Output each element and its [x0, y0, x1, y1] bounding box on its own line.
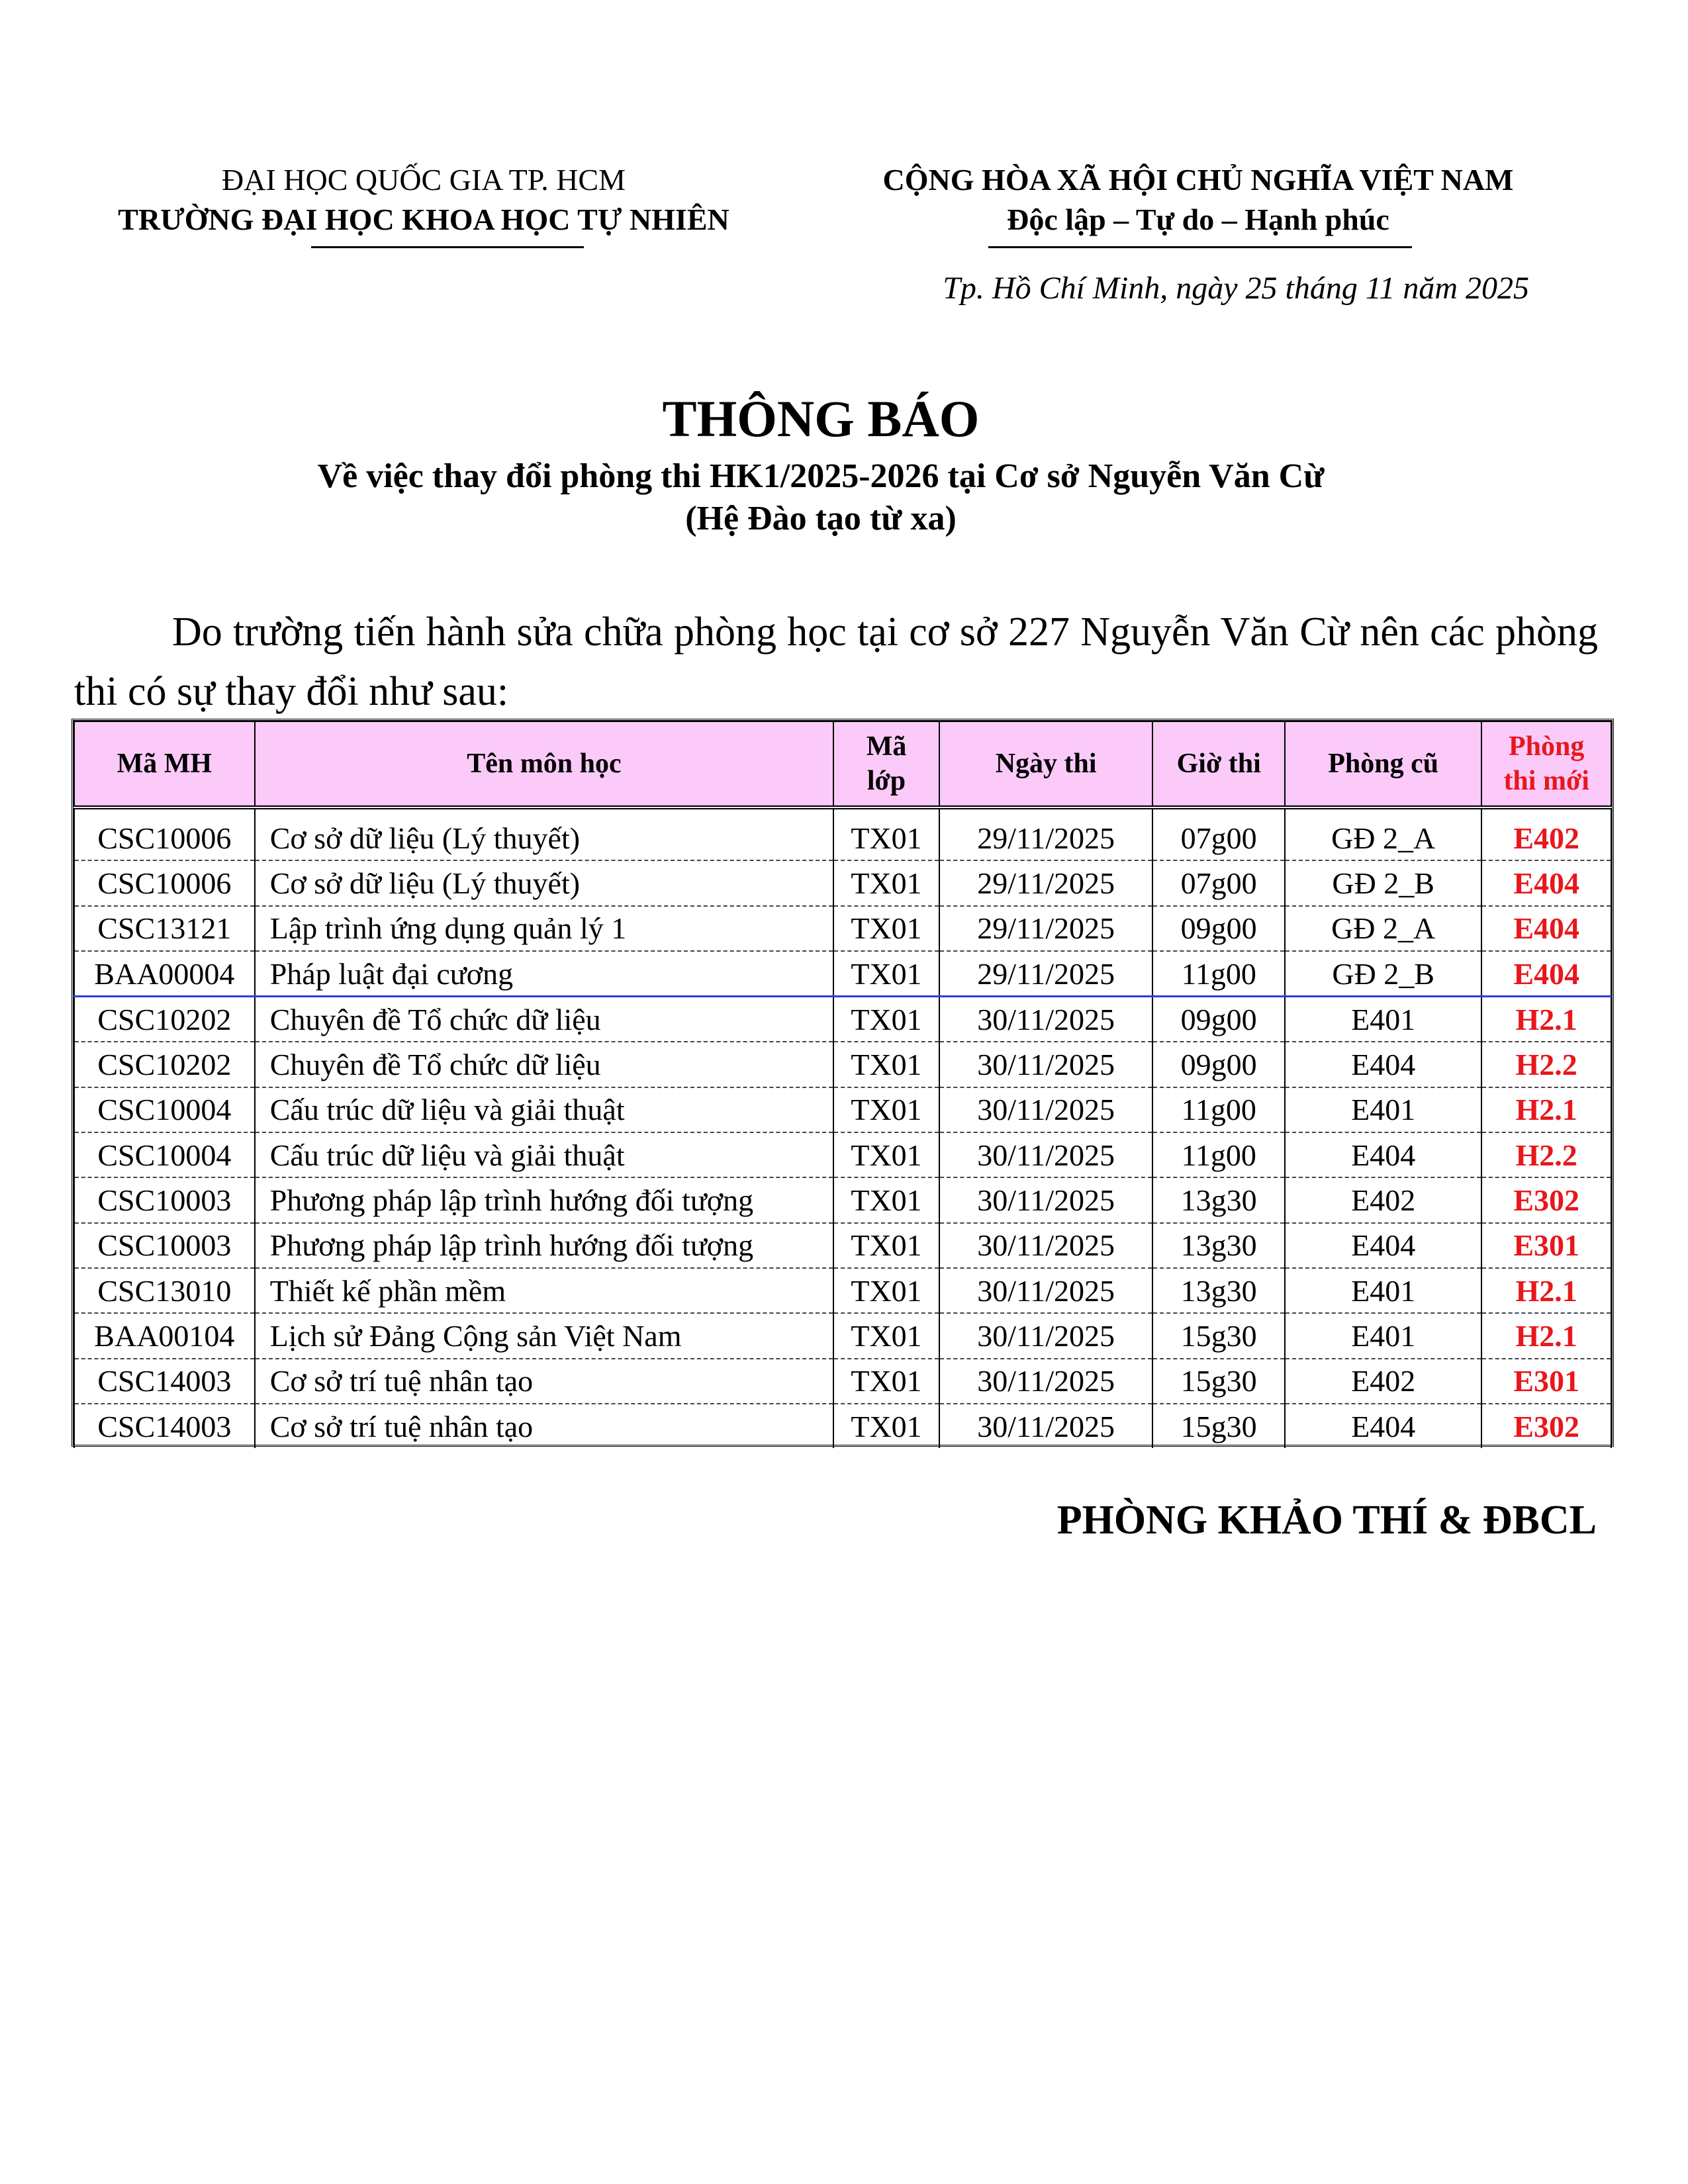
- table-row: [74, 1313, 1611, 1358]
- course-name-cell: Cơ sở trí tuệ nhân tạo: [255, 1404, 833, 1448]
- header-exam-date: Ngày thi: [939, 721, 1152, 807]
- header-old-room: Phòng cũ: [1285, 721, 1481, 807]
- new-room-cell: E404: [1481, 951, 1611, 997]
- header-course-code: Mã MH: [74, 721, 255, 807]
- table-row: [74, 1177, 1611, 1222]
- subtitle-line-1: Về việc thay đổi phòng thi HK1/2025-2026 tại Cơ sở Nguyễn Văn Cừ: [317, 457, 1325, 495]
- exam-date-cell: 30/11/2025: [939, 1223, 1152, 1268]
- exam-date-cell: 29/11/2025: [939, 906, 1152, 951]
- new-room-cell: E402: [1481, 807, 1611, 860]
- exam-time-cell: 13g30: [1152, 1223, 1285, 1268]
- class-code-cell: TX01: [833, 1132, 939, 1177]
- course-name-cell: Thiết kế phần mềm: [255, 1268, 833, 1313]
- class-code-cell: TX01: [833, 1177, 939, 1222]
- exam-time-cell: 13g30: [1152, 1177, 1285, 1222]
- exam-time-cell: 07g00: [1152, 807, 1285, 860]
- exam-date-cell: 30/11/2025: [939, 997, 1152, 1042]
- new-room-cell: H2.2: [1481, 1042, 1611, 1087]
- old-room-cell: E404: [1285, 1132, 1481, 1177]
- new-room-cell: H2.1: [1481, 1087, 1611, 1132]
- national-motto-header: [818, 160, 1579, 240]
- class-code-cell: TX01: [833, 1223, 939, 1268]
- new-room-cell: H2.1: [1481, 997, 1611, 1042]
- exam-time-cell: 15g30: [1152, 1313, 1285, 1358]
- exam-time-cell: 09g00: [1152, 1042, 1285, 1087]
- new-room-cell: H2.1: [1481, 1313, 1611, 1358]
- exam-date-cell: 30/11/2025: [939, 1359, 1152, 1404]
- old-room-cell: GĐ 2_A: [1285, 906, 1481, 951]
- intro-text: Do trường tiến hành sửa chữa phòng học tại cơ sở 227 Nguyễn Văn Cừ nên các phòng thi có sự thay đổi như sau:: [74, 610, 1598, 714]
- course-name-cell: Chuyên đề Tổ chức dữ liệu: [255, 1042, 833, 1087]
- course-code-cell: CSC10004: [74, 1132, 255, 1177]
- new-room-cell: E301: [1481, 1223, 1611, 1268]
- new-room-cell: E301: [1481, 1359, 1611, 1404]
- header-course-name: Tên môn học: [255, 721, 833, 807]
- issue-date: Tp. Hồ Chí Minh, ngày 25 tháng 11 năm 2025: [943, 271, 1529, 306]
- exam-time-cell: 15g30: [1152, 1359, 1285, 1404]
- exam-time-cell: 11g00: [1152, 1132, 1285, 1177]
- course-name-cell: Lịch sử Đảng Cộng sản Việt Nam: [255, 1313, 833, 1358]
- header-new-room: Phòng thi mới: [1481, 721, 1611, 807]
- table-row: [74, 997, 1611, 1042]
- old-room-cell: E401: [1285, 1087, 1481, 1132]
- exam-time-cell: 11g00: [1152, 951, 1285, 997]
- exam-time-cell: 07g00: [1152, 860, 1285, 905]
- class-code-cell: TX01: [833, 1087, 939, 1132]
- document-title: THÔNG BÁO: [662, 390, 980, 447]
- exam-time-cell: 09g00: [1152, 997, 1285, 1042]
- table-row: [74, 1042, 1611, 1087]
- exam-date-cell: 30/11/2025: [939, 1087, 1152, 1132]
- course-name-cell: Chuyên đề Tổ chức dữ liệu: [255, 997, 833, 1042]
- exam-date-cell: 29/11/2025: [939, 860, 1152, 905]
- exam-date-cell: 30/11/2025: [939, 1404, 1152, 1448]
- course-code-cell: CSC13121: [74, 906, 255, 951]
- course-code-cell: CSC10006: [74, 807, 255, 860]
- motto: Độc lập – Tự do – Hạnh phúc: [1007, 203, 1389, 236]
- national-university-name: ĐẠI HỌC QUỐC GIA TP. HCM: [222, 163, 626, 197]
- class-code-cell: TX01: [833, 807, 939, 860]
- class-code-cell: TX01: [833, 1359, 939, 1404]
- exam-time-cell: 15g30: [1152, 1404, 1285, 1448]
- table-row: [74, 1132, 1611, 1177]
- table-row: [74, 1404, 1611, 1448]
- school-name: TRƯỜNG ĐẠI HỌC KHOA HỌC TỰ NHIÊN: [118, 203, 729, 236]
- table-header-row: [74, 721, 1611, 807]
- school-underline: [311, 246, 584, 248]
- old-room-cell: E404: [1285, 1404, 1481, 1448]
- table-row: [74, 860, 1611, 905]
- table-row: [74, 1359, 1611, 1404]
- course-code-cell: BAA00104: [74, 1313, 255, 1358]
- course-code-cell: CSC14003: [74, 1404, 255, 1448]
- course-name-cell: Cơ sở dữ liệu (Lý thuyết): [255, 860, 833, 905]
- document-subtitle: [0, 455, 1642, 540]
- table-row: [74, 906, 1611, 951]
- exam-date-cell: 30/11/2025: [939, 1132, 1152, 1177]
- new-room-cell: E302: [1481, 1177, 1611, 1222]
- course-name-cell: Cơ sở trí tuệ nhân tạo: [255, 1359, 833, 1404]
- new-room-cell: E404: [1481, 906, 1611, 951]
- course-name-cell: Phương pháp lập trình hướng đối tượng: [255, 1177, 833, 1222]
- old-room-cell: E401: [1285, 997, 1481, 1042]
- header-exam-time: Giờ thi: [1152, 721, 1285, 807]
- new-room-cell: H2.1: [1481, 1268, 1611, 1313]
- republic-name: CỘNG HÒA XÃ HỘI CHỦ NGHĨA VIỆT NAM: [882, 163, 1514, 197]
- class-code-cell: TX01: [833, 1313, 939, 1358]
- intro-paragraph: [74, 602, 1598, 721]
- exam-date-cell: 29/11/2025: [939, 807, 1152, 860]
- table-row: [74, 1087, 1611, 1132]
- course-code-cell: CSC10003: [74, 1223, 255, 1268]
- class-code-cell: TX01: [833, 1042, 939, 1087]
- table-row: [74, 1223, 1611, 1268]
- exam-time-cell: 09g00: [1152, 906, 1285, 951]
- table-row: [74, 807, 1611, 860]
- room-change-table: [71, 719, 1614, 1447]
- exam-date-cell: 30/11/2025: [939, 1042, 1152, 1087]
- course-name-cell: Cơ sở dữ liệu (Lý thuyết): [255, 807, 833, 860]
- course-name-cell: Pháp luật đại cương: [255, 951, 833, 997]
- new-room-cell: E302: [1481, 1404, 1611, 1448]
- course-code-cell: CSC10003: [74, 1177, 255, 1222]
- old-room-cell: E402: [1285, 1359, 1481, 1404]
- course-code-cell: CSC13010: [74, 1268, 255, 1313]
- signing-department: PHÒNG KHẢO THÍ & ĐBCL: [1056, 1498, 1597, 1543]
- old-room-cell: E404: [1285, 1042, 1481, 1087]
- course-code-cell: CSC10202: [74, 1042, 255, 1087]
- exam-time-cell: 11g00: [1152, 1087, 1285, 1132]
- course-name-cell: Lập trình ứng dụng quản lý 1: [255, 906, 833, 951]
- old-room-cell: GĐ 2_B: [1285, 951, 1481, 997]
- new-room-cell: H2.2: [1481, 1132, 1611, 1177]
- exam-date-cell: 30/11/2025: [939, 1177, 1152, 1222]
- header-class-code: Mã lớp: [833, 721, 939, 807]
- course-code-cell: CSC10004: [74, 1087, 255, 1132]
- course-name-cell: Cấu trúc dữ liệu và giải thuật: [255, 1132, 833, 1177]
- table-row: [74, 1268, 1611, 1313]
- university-header: [93, 160, 755, 240]
- table-row: [74, 951, 1611, 997]
- exam-date-cell: 29/11/2025: [939, 951, 1152, 997]
- course-code-cell: CSC10202: [74, 997, 255, 1042]
- new-room-cell: E404: [1481, 860, 1611, 905]
- class-code-cell: TX01: [833, 860, 939, 905]
- course-code-cell: BAA00004: [74, 951, 255, 997]
- motto-underline: [988, 246, 1412, 248]
- class-code-cell: TX01: [833, 906, 939, 951]
- old-room-cell: E401: [1285, 1268, 1481, 1313]
- class-code-cell: TX01: [833, 1268, 939, 1313]
- class-code-cell: TX01: [833, 1404, 939, 1448]
- exam-time-cell: 13g30: [1152, 1268, 1285, 1313]
- old-room-cell: GĐ 2_B: [1285, 860, 1481, 905]
- class-code-cell: TX01: [833, 951, 939, 997]
- subtitle-line-2: (Hệ Đào tạo từ xa): [685, 500, 957, 537]
- old-room-cell: E401: [1285, 1313, 1481, 1358]
- class-code-cell: TX01: [833, 997, 939, 1042]
- course-name-cell: Cấu trúc dữ liệu và giải thuật: [255, 1087, 833, 1132]
- old-room-cell: E402: [1285, 1177, 1481, 1222]
- old-room-cell: GĐ 2_A: [1285, 807, 1481, 860]
- course-code-cell: CSC10006: [74, 860, 255, 905]
- exam-date-cell: 30/11/2025: [939, 1313, 1152, 1358]
- exam-date-cell: 30/11/2025: [939, 1268, 1152, 1313]
- course-code-cell: CSC14003: [74, 1359, 255, 1404]
- course-name-cell: Phương pháp lập trình hướng đối tượng: [255, 1223, 833, 1268]
- old-room-cell: E404: [1285, 1223, 1481, 1268]
